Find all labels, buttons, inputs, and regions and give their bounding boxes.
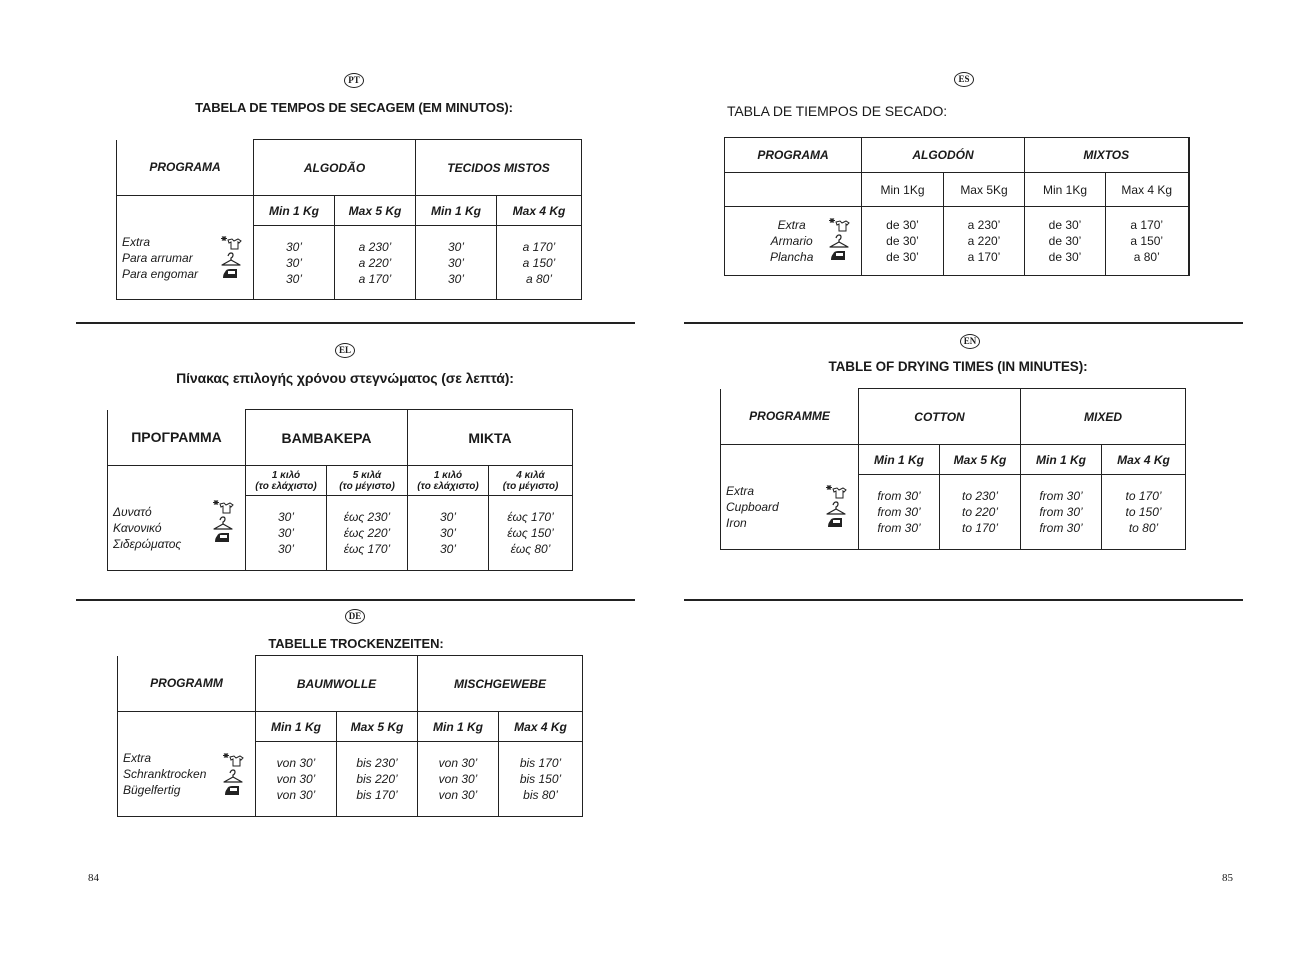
sub-max-cotton: Max 5 Kg <box>337 712 418 742</box>
header-cotton: COTTON <box>859 389 1021 445</box>
de-drying-table <box>117 655 583 817</box>
extra-dry-icon <box>220 236 242 250</box>
es-drying-table <box>724 137 1190 276</box>
programme-cupboard: Para arrumar <box>122 250 193 265</box>
iron-icon <box>828 250 850 262</box>
programme-list-cell <box>108 466 246 571</box>
sub-max-mixed: Max 4 Kg <box>499 712 583 742</box>
es-title: TABLA DE TIEMPOS DE SECADO: <box>727 103 948 119</box>
language-badge-de: DE <box>345 609 365 624</box>
sub-max-cotton: Max 5Kg <box>944 173 1025 207</box>
en-title: TABLE OF DRYING TIMES (IN MINUTES): <box>828 359 1088 374</box>
el-title: Πίνακας επιλογής χρόνου στεγνώματος (σε λεπτά): <box>176 370 514 386</box>
sub-min-mixed: Min 1Kg <box>1025 173 1106 207</box>
header-programme: PROGRAMA <box>117 140 254 196</box>
programme-extra: Extra <box>123 751 152 766</box>
hanger-icon <box>212 516 234 530</box>
times-min-mixed: de 30’ de 30’ de 30’ <box>1025 207 1106 276</box>
programme-list-cell <box>118 712 256 817</box>
sub-min-cotton: Min 1 Kg <box>859 445 940 475</box>
programme-cupboard: Schranktrocken <box>123 767 207 782</box>
extra-dry-icon <box>828 218 850 232</box>
hanger-icon <box>222 769 244 783</box>
language-badge-es: ES <box>954 72 974 87</box>
programme-list-cell <box>725 207 862 276</box>
header-mixed: TECIDOS MISTOS <box>416 140 582 196</box>
iron-icon <box>222 785 244 797</box>
sub-min-mixed: Min 1 Kg <box>1021 445 1102 475</box>
times-min-mixed: 30’ 30’ 30’ <box>416 226 497 300</box>
extra-dry-icon <box>212 500 234 514</box>
times-min-mixed: from 30’ from 30’ from 30’ <box>1021 475 1102 550</box>
header-mixed: MISCHGEWEBE <box>418 656 583 712</box>
times-min-cotton: von 30’ von 30’ von 30’ <box>256 742 337 817</box>
times-max-cotton: έως 230’ έως 220’ έως 170’ <box>327 496 408 571</box>
sub-max-cotton: 5 κιλά (το μέγιστο) <box>327 466 408 496</box>
header-cotton: ALGODÃO <box>254 140 416 196</box>
header-programme: PROGRAMM <box>118 656 256 712</box>
programme-iron: Plancha <box>770 250 814 264</box>
header-cotton: ALGODÓN <box>862 138 1025 173</box>
sub-max-cotton: Max 5 Kg <box>335 196 416 226</box>
times-max-cotton: bis 230’ bis 220’ bis 170’ <box>337 742 418 817</box>
programme-extra: Extra <box>122 234 151 249</box>
header-programme: PROGRAMME <box>721 389 859 445</box>
times-max-cotton: a 230’ a 220’ a 170’ <box>944 207 1025 276</box>
sub-min-mixed: 1 κιλό (το ελάχιστο) <box>408 466 489 496</box>
iron-icon <box>825 517 847 529</box>
page-number-right: 85 <box>1222 872 1233 884</box>
programme-cupboard: Κανονικό <box>113 521 162 536</box>
el-drying-table <box>107 409 573 571</box>
language-badge-en: EN <box>960 334 980 349</box>
programme-cupboard: Armario <box>770 234 813 248</box>
times-max-mixed: έως 170’ έως 150’ έως 80’ <box>489 496 573 571</box>
times-min-cotton: 30’ 30’ 30’ <box>254 226 335 300</box>
times-max-mixed: a 170’ a 150’ a 80’ <box>497 226 582 300</box>
sub-min-cotton: Min 1 Kg <box>254 196 335 226</box>
times-min-cotton: 30’ 30’ 30’ <box>246 496 327 571</box>
hanger-icon <box>220 252 242 266</box>
programme-iron: Bügelfertig <box>123 783 181 798</box>
header-programme: PROGRAMA <box>725 138 862 173</box>
extra-dry-icon <box>825 485 847 499</box>
header-mixed: MIXED <box>1021 389 1186 445</box>
programme-cupboard: Cupboard <box>726 500 779 515</box>
pt-title: TABELA DE TEMPOS DE SECAGEM (EM MINUTOS): <box>195 100 513 115</box>
sub-min-cotton: 1 κιλό (το ελάχιστο) <box>246 466 327 496</box>
empty-programme-cell <box>725 173 862 207</box>
programme-extra: Extra <box>726 484 755 499</box>
times-max-cotton: to 230’ to 220’ to 170’ <box>940 475 1021 550</box>
pt-drying-table <box>116 139 582 300</box>
times-min-cotton: de 30’ de 30’ de 30’ <box>862 207 944 276</box>
section-divider <box>76 599 635 601</box>
times-max-mixed: bis 170’ bis 150’ bis 80’ <box>499 742 583 817</box>
times-min-mixed: 30’ 30’ 30’ <box>408 496 489 571</box>
hanger-icon <box>825 501 847 515</box>
sub-min-cotton: Min 1Kg <box>862 173 944 207</box>
header-mixed: ΜΙΚΤΑ <box>408 410 573 466</box>
de-title: TABELLE TROCKENZEITEN: <box>268 636 444 651</box>
sub-max-mixed: Max 4 Kg <box>1102 445 1186 475</box>
iron-icon <box>212 532 234 544</box>
iron-icon <box>220 268 242 280</box>
header-programme: ΠΡΟΓΡΑΜΜΑ <box>108 410 246 466</box>
times-max-cotton: a 230’ a 220’ a 170’ <box>335 226 416 300</box>
sub-max-mixed: Max 4 Kg <box>1106 173 1189 207</box>
times-min-cotton: from 30’ from 30’ from 30’ <box>859 475 940 550</box>
programme-iron: Para engomar <box>122 266 199 281</box>
header-cotton: BAUMWOLLE <box>256 656 418 712</box>
section-divider <box>684 599 1243 601</box>
hanger-icon <box>828 234 850 248</box>
programme-list-cell <box>117 196 254 300</box>
programme-iron: Iron <box>726 516 747 531</box>
header-cotton: ΒΑΜΒΑΚΕΡΑ <box>246 410 408 466</box>
times-min-mixed: von 30’ von 30’ von 30’ <box>418 742 499 817</box>
header-mixed: MIXTOS <box>1025 138 1189 173</box>
extra-dry-icon <box>222 753 244 767</box>
sub-max-mixed: Max 4 Kg <box>497 196 582 226</box>
page-number-left: 84 <box>88 872 99 884</box>
language-badge-pt: PT <box>344 73 364 88</box>
sub-max-cotton: Max 5 Kg <box>940 445 1021 475</box>
language-badge-el: EL <box>335 343 355 358</box>
programme-iron: Σιδερώματος <box>113 537 182 552</box>
programme-extra: Extra <box>777 218 806 232</box>
sub-min-cotton: Min 1 Kg <box>256 712 337 742</box>
times-max-mixed: to 170’ to 150’ to 80’ <box>1102 475 1186 550</box>
sub-min-mixed: Min 1 Kg <box>416 196 497 226</box>
times-max-mixed: a 170’ a 150’ a 80’ <box>1106 207 1189 276</box>
programme-extra: Δυνατό <box>113 505 152 520</box>
section-divider <box>76 322 635 324</box>
section-divider <box>684 322 1243 324</box>
programme-list-cell <box>721 445 859 550</box>
en-drying-table <box>720 388 1186 550</box>
sub-min-mixed: Min 1 Kg <box>418 712 499 742</box>
sub-max-mixed: 4 κιλά (το μέγιστο) <box>489 466 573 496</box>
